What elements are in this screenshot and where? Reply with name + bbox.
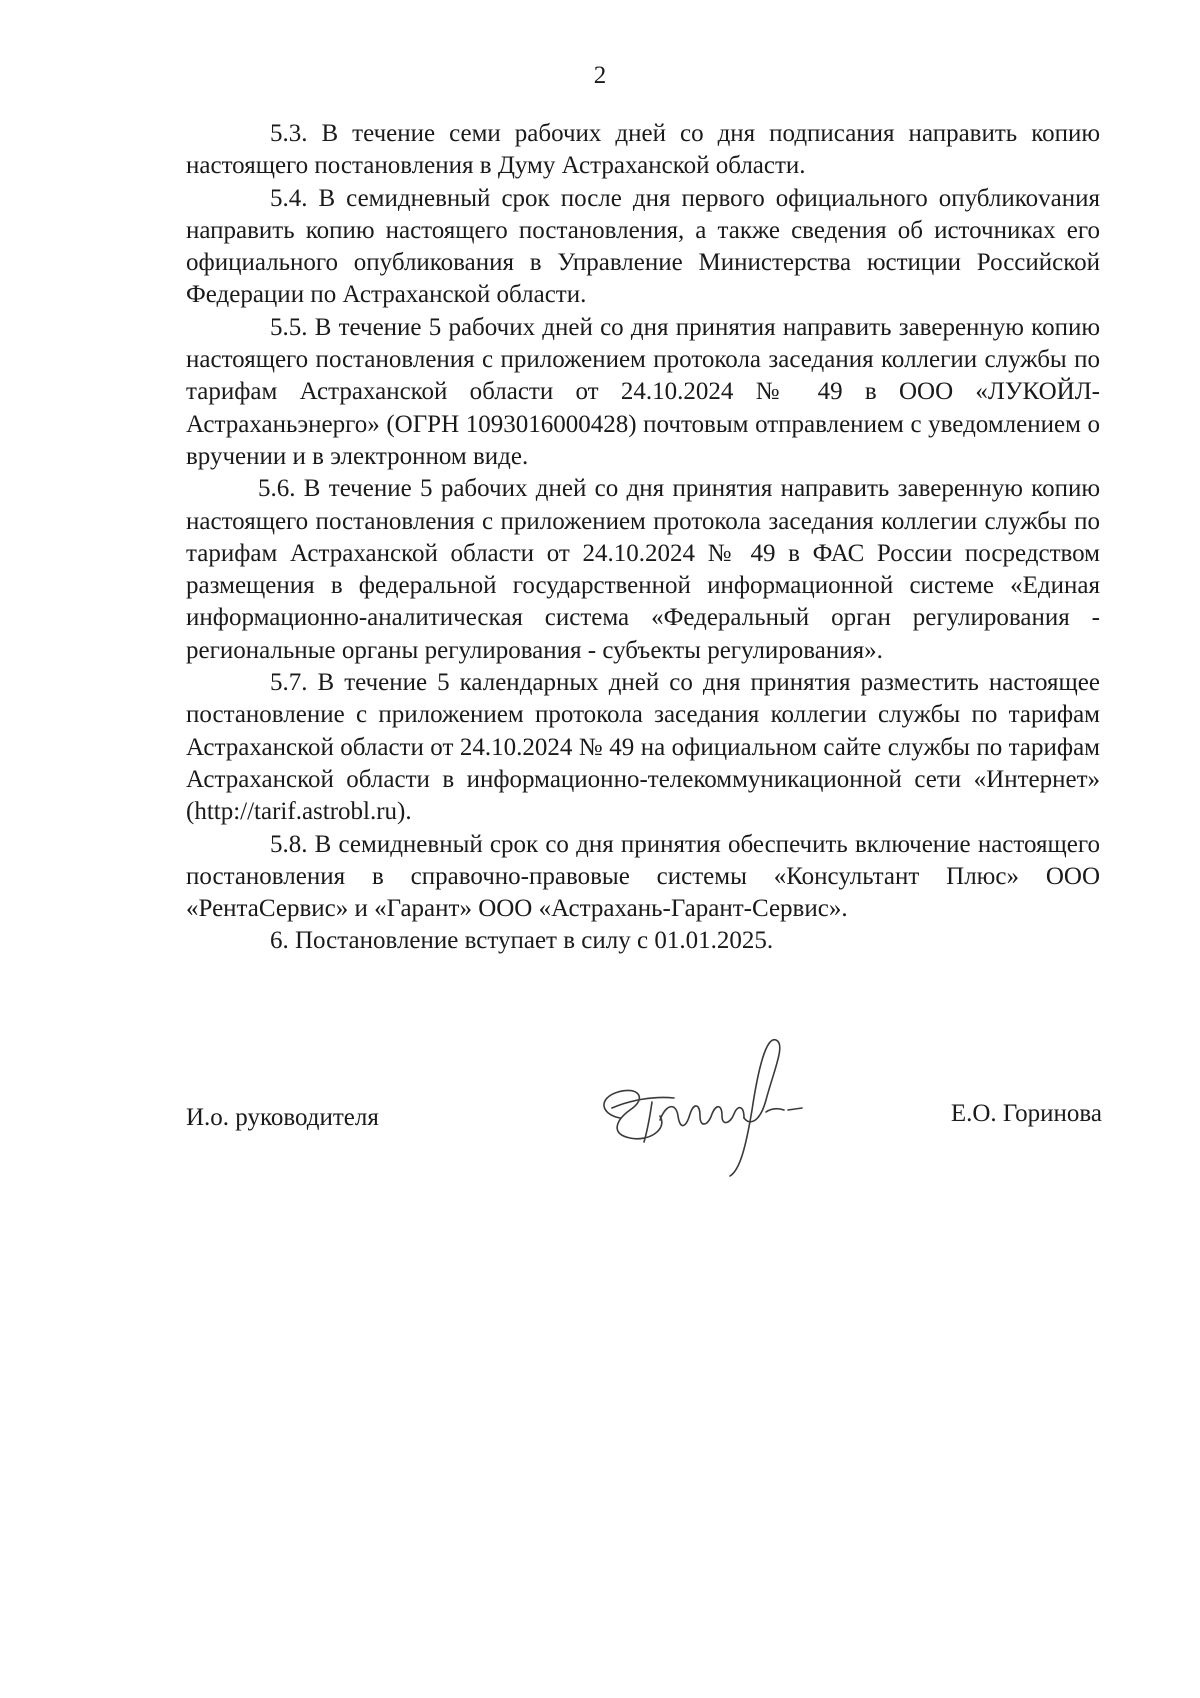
paragraph-5-8: 5.8. В семидневный срок со дня принятия обеспечить включение настоящего постановления в справочно-правовые системы «Консультант Плюс» ООО «РентаСервис» и «Гарант» ООО «Астрахань-Гарант-Сервис». <box>186 830 1100 923</box>
paragraph-5-4: 5.4. В семидневный срок после дня первого официального опубликоvания направить копию настоящего постановления, а также сведения об источниках его официального опубликования в Управление Министерства юстиции Российской Федерации по Астраханской области. <box>186 184 1100 309</box>
document-body <box>186 118 1100 958</box>
paragraph-5-7: 5.7. В течение 5 календарных дней со дня принятия разместить настоящее постановление с приложением протокола заседания коллегии службы по тарифам Астраханской области от 24.10.2024 № 49 на официальном сайте службы по тарифам Астраханской области в информационно-телекоммуникационной сети «Интернет» (http://tarif.astrobl.ru). <box>186 669 1100 826</box>
signatory-position: И.о. руководителя <box>186 1104 379 1131</box>
paragraph-5-6: 5.6. В течение 5 рабочих дней со дня принятия направить заверенную копию настоящего постановления с приложением протокола заседания коллегии службы по тарифам Астраханской области от 24.10.2024 № 49 в ФАС России посредством размещения в федеральной государственной информационной системе «Единая информационно-аналитическая система «Федеральный орган регулирования - региональные органы регулирования - субъекты регулирования». <box>186 475 1100 664</box>
signatory-name: Е.О. Горинова <box>950 1100 1102 1127</box>
handwritten-signature <box>590 1030 830 1180</box>
page-number: 2 <box>593 62 607 89</box>
paragraph-5-3: 5.3. В течение семи рабочих дней со дня подписания направить копию настоящего постановления в Думу Астраханской области. <box>186 120 1100 180</box>
paragraph-5-5: 5.5. В течение 5 рабочих дней со дня принятия направить заверенную копию настоящего постановления с приложением протокола заседания коллегии службы по тарифам Астраханской области от 24.10.2024 № 49 в ООО «ЛУКОЙЛ-Астраханьэнерго» (ОГРН 1093016000428) почтовым отправлением с уведомлением о вручении и в электронном виде. <box>186 313 1100 470</box>
paragraph-6: 6. Постановление вступает в силу с 01.01.2025. <box>270 927 774 955</box>
